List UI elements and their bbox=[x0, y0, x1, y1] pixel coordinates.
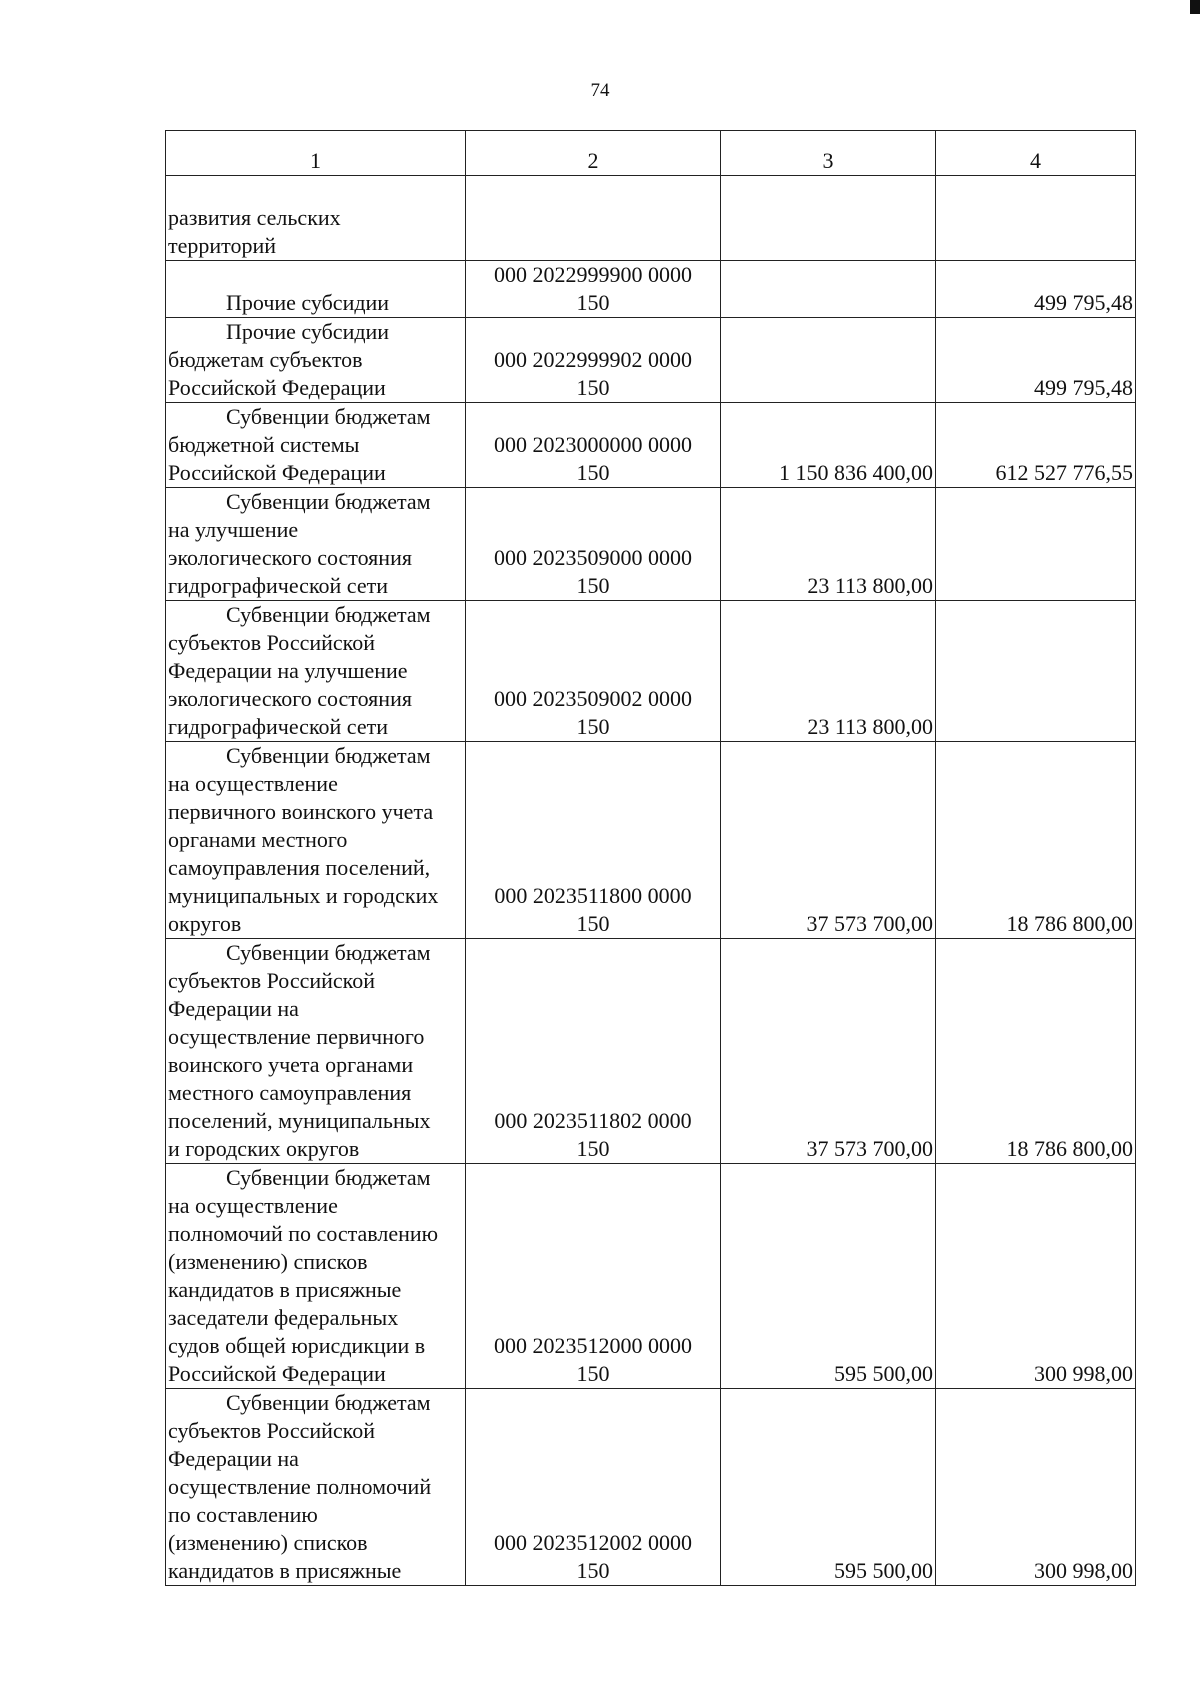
row-name-line: и городских округов bbox=[168, 1136, 360, 1161]
row-name-line: Федерации на улучшение bbox=[168, 658, 408, 683]
row-value-col3 bbox=[721, 261, 936, 318]
row-code-line: 000 2022999902 0000 bbox=[494, 347, 692, 372]
row-name-line: экологического состояния bbox=[168, 686, 412, 711]
row-value-col4: 18 786 800,00 bbox=[936, 939, 1136, 1164]
row-value-col3: 37 573 700,00 bbox=[721, 742, 936, 939]
column-header-4: 4 bbox=[936, 131, 1136, 176]
row-code-line: 000 2022999900 0000 bbox=[494, 262, 692, 287]
row-name-cell bbox=[166, 176, 466, 261]
table-row bbox=[166, 1164, 1136, 1389]
row-name-cell bbox=[166, 939, 466, 1164]
row-code-cell bbox=[466, 261, 721, 318]
table-row bbox=[166, 939, 1136, 1164]
row-value-col3: 595 500,00 bbox=[721, 1389, 936, 1586]
column-header-1: 1 bbox=[166, 131, 466, 176]
row-name-line: развития сельских bbox=[168, 205, 341, 230]
row-name-line: Прочие субсидии bbox=[226, 319, 390, 344]
row-name-cell bbox=[166, 261, 466, 318]
row-name-line: на осуществление bbox=[168, 1193, 338, 1218]
row-value-col4: 499 795,48 bbox=[936, 318, 1136, 403]
row-code-cell bbox=[466, 1389, 721, 1586]
row-name-line: воинского учета органами bbox=[168, 1052, 414, 1077]
table-row bbox=[166, 601, 1136, 742]
table-row bbox=[166, 742, 1136, 939]
row-name-line: поселений, муниципальных bbox=[168, 1108, 431, 1133]
row-name-line: Российской Федерации bbox=[168, 460, 386, 485]
row-code-cell bbox=[466, 939, 721, 1164]
row-code-line: 000 2023509002 0000 bbox=[494, 686, 692, 711]
row-code-cell bbox=[466, 176, 721, 261]
row-name-line: территорий bbox=[168, 233, 277, 258]
row-value-col4 bbox=[936, 176, 1136, 261]
table-row bbox=[166, 1389, 1136, 1586]
row-name-line: первичного воинского учета bbox=[168, 799, 434, 824]
budget-table bbox=[165, 130, 1136, 1586]
row-name-line: самоуправления поселений, bbox=[168, 855, 431, 880]
row-name-line: Субвенции бюджетам bbox=[226, 1165, 431, 1190]
row-code-cell bbox=[466, 318, 721, 403]
row-name-line: осуществление полномочий bbox=[168, 1474, 432, 1499]
row-name-line: гидрографической сети bbox=[168, 573, 388, 598]
table-row bbox=[166, 176, 1136, 261]
row-name-line: (изменению) списков bbox=[168, 1249, 368, 1274]
row-value-col4: 18 786 800,00 bbox=[936, 742, 1136, 939]
row-name-line: местного самоуправления bbox=[168, 1080, 412, 1105]
row-name-line: Федерации на bbox=[168, 996, 299, 1021]
row-value-col4: 499 795,48 bbox=[936, 261, 1136, 318]
row-name-cell bbox=[166, 1389, 466, 1586]
scan-corner-mark bbox=[1190, 0, 1200, 14]
row-code-line: 150 bbox=[576, 1361, 610, 1386]
row-code-line: 150 bbox=[576, 290, 610, 315]
row-name-line: Российской Федерации bbox=[168, 1361, 386, 1386]
row-code-cell bbox=[466, 742, 721, 939]
row-name-line: заседатели федеральных bbox=[168, 1305, 399, 1330]
row-name-line: субъектов Российской bbox=[168, 1418, 376, 1443]
row-name-line: Субвенции бюджетам bbox=[226, 1390, 431, 1415]
row-value-col3: 37 573 700,00 bbox=[721, 939, 936, 1164]
row-name-cell bbox=[166, 318, 466, 403]
row-name-line: муниципальных и городских bbox=[168, 883, 439, 908]
row-name-line: Прочие субсидии bbox=[226, 290, 390, 315]
row-name-line: бюджетной системы bbox=[168, 432, 360, 457]
row-name-line: субъектов Российской bbox=[168, 968, 376, 993]
row-name-line: осуществление первичного bbox=[168, 1024, 425, 1049]
row-value-col3: 1 150 836 400,00 bbox=[721, 403, 936, 488]
row-code-line: 150 bbox=[576, 911, 610, 936]
row-code-line: 000 2023512002 0000 bbox=[494, 1530, 692, 1555]
row-name-line: округов bbox=[168, 911, 242, 936]
row-name-cell bbox=[166, 742, 466, 939]
row-code-cell bbox=[466, 1164, 721, 1389]
row-value-col4: 300 998,00 bbox=[936, 1389, 1136, 1586]
row-name-cell bbox=[166, 488, 466, 601]
row-value-col3: 595 500,00 bbox=[721, 1164, 936, 1389]
table-row bbox=[166, 318, 1136, 403]
row-name-line: гидрографической сети bbox=[168, 714, 388, 739]
row-code-line: 150 bbox=[576, 573, 610, 598]
row-name-line: по составлению bbox=[168, 1502, 318, 1527]
row-code-line: 150 bbox=[576, 1558, 610, 1583]
row-name-line: (изменению) списков bbox=[168, 1530, 368, 1555]
row-code-cell bbox=[466, 403, 721, 488]
row-code-line: 000 2023509000 0000 bbox=[494, 545, 692, 570]
row-code-line: 000 2023512000 0000 bbox=[494, 1333, 692, 1358]
row-name-line: Субвенции бюджетам bbox=[226, 602, 431, 627]
row-value-col4 bbox=[936, 488, 1136, 601]
row-code-cell bbox=[466, 488, 721, 601]
row-code-line: 000 2023511802 0000 bbox=[494, 1108, 692, 1133]
row-name-cell bbox=[166, 1164, 466, 1389]
table-row bbox=[166, 403, 1136, 488]
row-code-cell bbox=[466, 601, 721, 742]
row-name-line: Субвенции бюджетам bbox=[226, 489, 431, 514]
row-name-line: экологического состояния bbox=[168, 545, 412, 570]
row-name-line: Субвенции бюджетам bbox=[226, 404, 431, 429]
row-code-line: 150 bbox=[576, 1136, 610, 1161]
row-code-line: 000 2023000000 0000 bbox=[494, 432, 692, 457]
column-header-2: 2 bbox=[466, 131, 721, 176]
row-value-col4: 612 527 776,55 bbox=[936, 403, 1136, 488]
row-name-cell bbox=[166, 403, 466, 488]
row-name-line: Российской Федерации bbox=[168, 375, 386, 400]
row-name-line: органами местного bbox=[168, 827, 348, 852]
row-code-line: 150 bbox=[576, 375, 610, 400]
row-name-line: бюджетам субъектов bbox=[168, 347, 363, 372]
row-code-line: 150 bbox=[576, 714, 610, 739]
row-name-line: на осуществление bbox=[168, 771, 338, 796]
row-name-line: Субвенции бюджетам bbox=[226, 940, 431, 965]
row-value-col4 bbox=[936, 601, 1136, 742]
table-header-row bbox=[166, 131, 1136, 176]
row-value-col3 bbox=[721, 318, 936, 403]
row-name-line: Федерации на bbox=[168, 1446, 299, 1471]
row-value-col3: 23 113 800,00 bbox=[721, 601, 936, 742]
row-value-col3 bbox=[721, 176, 936, 261]
page-number: 74 bbox=[590, 80, 610, 101]
row-name-cell bbox=[166, 601, 466, 742]
row-name-line: Субвенции бюджетам bbox=[226, 743, 431, 768]
column-header-3: 3 bbox=[721, 131, 936, 176]
row-name-line: кандидатов в присяжные bbox=[168, 1558, 402, 1583]
row-value-col4: 300 998,00 bbox=[936, 1164, 1136, 1389]
row-value-col3: 23 113 800,00 bbox=[721, 488, 936, 601]
row-name-line: субъектов Российской bbox=[168, 630, 376, 655]
row-name-line: кандидатов в присяжные bbox=[168, 1277, 402, 1302]
row-name-line: судов общей юрисдикции в bbox=[168, 1333, 426, 1358]
row-code-line: 150 bbox=[576, 460, 610, 485]
table-row bbox=[166, 261, 1136, 318]
row-code-line: 000 2023511800 0000 bbox=[494, 883, 692, 908]
row-name-line: полномочий по составлению bbox=[168, 1221, 439, 1246]
table-row bbox=[166, 488, 1136, 601]
row-name-line: на улучшение bbox=[168, 517, 299, 542]
